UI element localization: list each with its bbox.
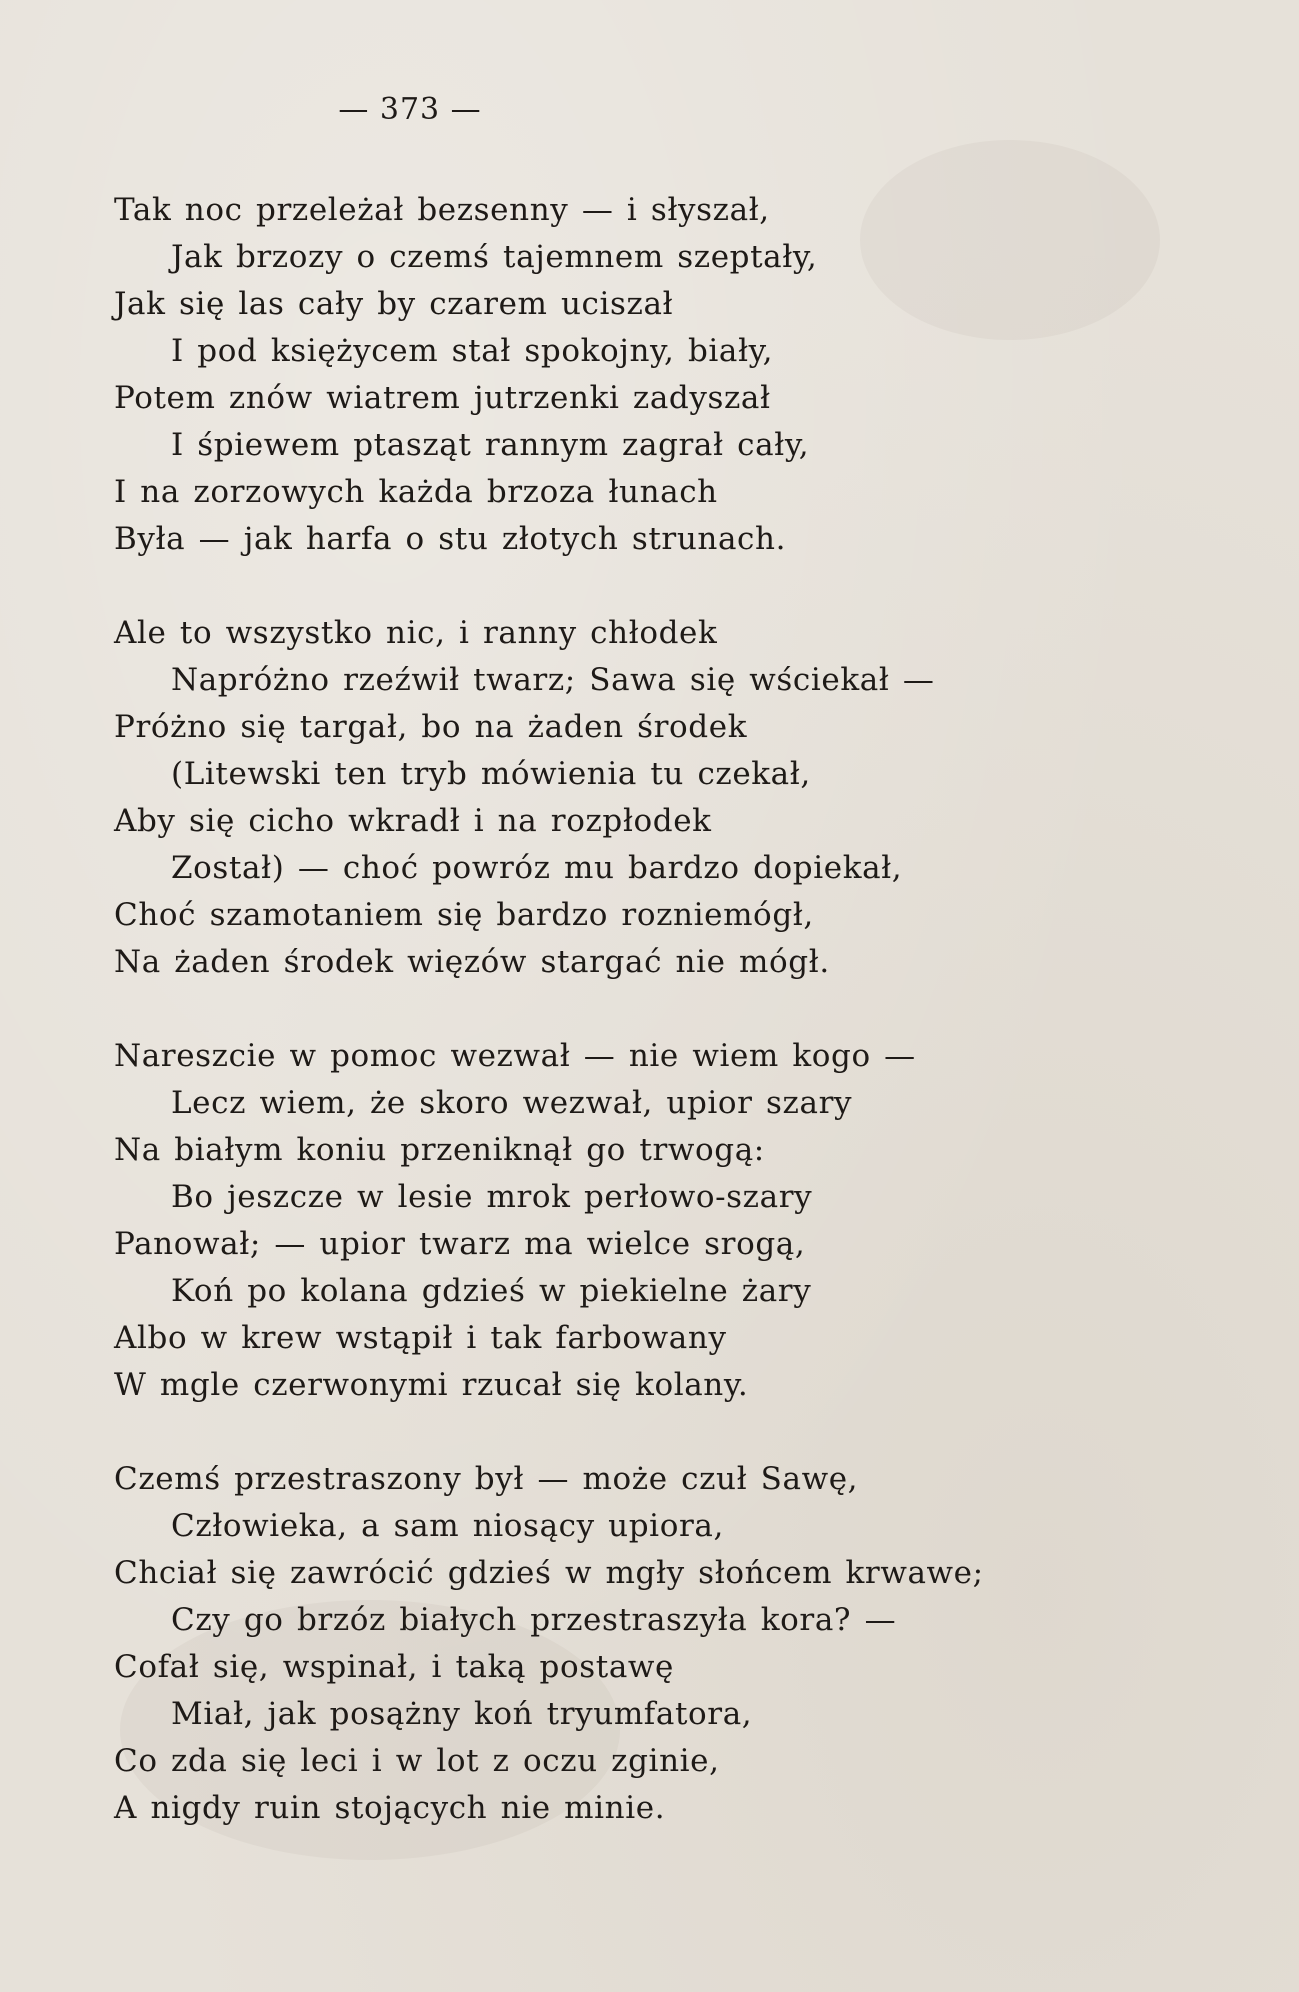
verse-line: Jak się las cały by czarem uciszał bbox=[114, 286, 674, 322]
verse-line: A nigdy ruin stojących nie minie. bbox=[114, 1790, 666, 1826]
poem-body bbox=[114, 187, 1114, 1879]
verse-line: Na białym koniu przeniknął go trwogą: bbox=[114, 1132, 765, 1168]
verse-line: Panował; — upior twarz ma wielce srogą, bbox=[114, 1226, 806, 1262]
verse-line: W mgle czerwonymi rzucał się kolany. bbox=[114, 1367, 749, 1403]
verse-line: Został) — choć powróz mu bardzo dopiekał, bbox=[171, 850, 903, 886]
verse-line: Co zda się leci i w lot z oczu zginie, bbox=[114, 1743, 720, 1779]
verse-line: Bo jeszcze w lesie mrok perłowo-szary bbox=[171, 1179, 813, 1215]
verse-line: Czy go brzóz białych przestraszyła kora? — bbox=[171, 1602, 897, 1638]
verse-line: Była — jak harfa o stu złotych strunach. bbox=[114, 521, 787, 557]
verse-line: Tak noc przeleżał bezsenny — i słyszał, bbox=[114, 192, 770, 228]
verse-line: Albo w krew wstąpił i tak farbowany bbox=[114, 1320, 727, 1356]
stanza bbox=[114, 187, 1114, 563]
verse-line: Miał, jak posążny koń tryumfatora, bbox=[171, 1696, 753, 1732]
verse-line: Aby się cicho wkradł i na rozpłodek bbox=[114, 803, 712, 839]
verse-line: I na zorzowych każda brzoza łunach bbox=[114, 474, 718, 510]
verse-line: Potem znów wiatrem jutrzenki zadyszał bbox=[114, 380, 771, 416]
verse-line: Cofał się, wspinał, i taką postawę bbox=[114, 1649, 674, 1685]
verse-line: Nareszcie w pomoc wezwał — nie wiem kogo — bbox=[114, 1038, 916, 1074]
verse-line: Czemś przestraszony był — może czuł Sawę, bbox=[114, 1461, 859, 1497]
verse-line: Lecz wiem, że skoro wezwał, upior szary bbox=[171, 1085, 853, 1121]
verse-line: Napróżno rzeźwił twarz; Sawa się wściekał — bbox=[171, 662, 935, 698]
verse-line: Koń po kolana gdzieś w piekielne żary bbox=[171, 1273, 812, 1309]
verse-line: Na żaden środek więzów stargać nie mógł. bbox=[114, 944, 830, 980]
stanza bbox=[114, 1456, 1114, 1832]
verse-line: Człowieka, a sam niosący upiora, bbox=[171, 1508, 724, 1544]
verse-line: (Litewski ten tryb mówienia tu czekał, bbox=[171, 756, 811, 792]
verse-line: Chciał się zawrócić gdzieś w mgły słońcem krwawe; bbox=[114, 1555, 984, 1591]
verse-line: Jak brzozy o czemś tajemnem szeptały, bbox=[171, 239, 818, 275]
stanza bbox=[114, 610, 1114, 986]
stanza bbox=[114, 1033, 1114, 1409]
page-number: — 373 — bbox=[338, 92, 482, 127]
verse-line: Ale to wszystko nic, i ranny chłodek bbox=[114, 615, 718, 651]
verse-line: Próżno się targał, bo na żaden środek bbox=[114, 709, 748, 745]
verse-line: I pod księżycem stał spokojny, biały, bbox=[171, 333, 774, 369]
verse-line: I śpiewem ptasząt rannym zagrał cały, bbox=[171, 427, 810, 463]
verse-line: Choć szamotaniem się bardzo rozniemógł, bbox=[114, 897, 814, 933]
